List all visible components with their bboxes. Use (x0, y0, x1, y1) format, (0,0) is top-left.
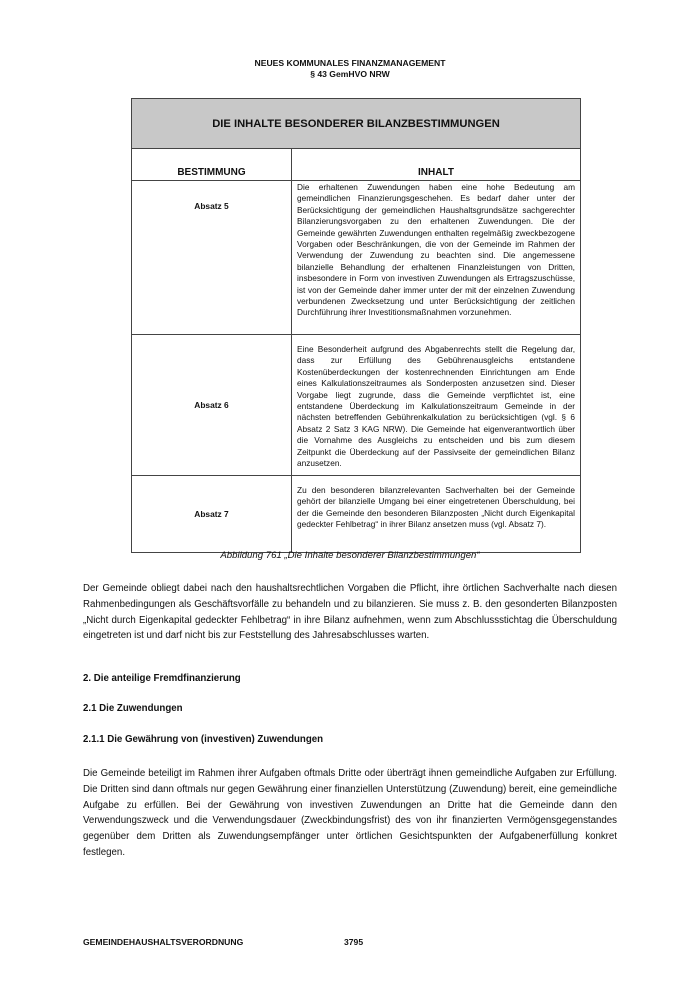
column-header-bestimmung: BESTIMMUNG (132, 149, 292, 180)
header-line-2: § 43 GemHVO NRW (310, 69, 390, 79)
row-label: Absatz 5 (132, 181, 292, 334)
column-header-inhalt: INHALT (418, 167, 454, 178)
row-content: Eine Besonderheit aufgrund des Abgabenrechts stellt die Regelung dar, dass zur Erfüllung des Gebührenausgleichs entstandene Kostenüberdeckungen der kostenrechnenden Einrichtungen am Ende eines Kalkulationszeitraumes als Sonderposten anzusetzen sind. Dieser Vorgabe liegt zugrunde, dass die Gemeinde verpflichtet ist, eine entstandene Überdeckung im Kalkulationszeitraum Gemeinde in der nächsten betreffenden Gebührenkalkulation zu berücksichtigen (vgl. § 6 Absatz 2 Satz 3 KAG NRW). Die Gemeinde hat eigenverantwortlich über die Vornahme des Ausgleichs zu entscheiden und bis zum diesem Zeitpunkt die Überdeckung auf der Passivseite der gemeindlichen Bilanz anzusetzen. (297, 344, 575, 469)
table-row (132, 476, 580, 552)
row-content: Zu den besonderen bilanzrelevanten Sachverhalten bei der Gemeinde gehört der bilanzielle Umgang bei einer eingetretenen Überschuldung, bei der die Gemeinde den besonderen Bilanzposten „Nicht durch Eigenkapital gedeckter Fehlbetrag“ in ihrer Bilanz ansetzen muss (vgl. Absatz 7). (297, 485, 575, 530)
figure-caption: Abbildung 761 „Die Inhalte besonderer Bilanzbestimmungen“ (220, 550, 480, 561)
table-row (132, 181, 580, 335)
table-title: DIE INHALTE BESONDERER BILANZBESTIMMUNGEN (132, 99, 580, 149)
body-paragraph: Der Gemeinde obliegt dabei nach den haushaltsrechtlichen Vorgaben die Pflicht, ihre örtlichen Sachverhalte nach diesen Rahmenbedingungen als Geschäftsvorfälle zu behandeln und zu bilanzieren. Sie muss z. B. den gesonderten Bilanzposten „Nicht durch Eigenkapital gedeckter Fehlbetrag“ in ihre Bilanz aufnehmen, wenn zum Abschlussstichtag die Überschuldung eingetreten ist und darf nicht bis zur Feststellung des Jahresabschlusses warten. (83, 583, 617, 642)
subsubsection-heading: 2.1.1 Die Gewährung von (investiven) Zuwendungen (83, 734, 324, 745)
footer-title: GEMEINDEHAUSHALTSVERORDNUNG (83, 937, 244, 947)
page-header (0, 58, 700, 80)
subsection-heading: 2.1 Die Zuwendungen (83, 703, 183, 714)
bilanzbestimmungen-table (131, 98, 581, 553)
table-row (132, 335, 580, 476)
body-paragraph: Die Gemeinde beteiligt im Rahmen ihrer Aufgaben oftmals Dritte oder überträgt ihnen gemeindliche Aufgaben zur Erfüllung. Die Dritten sind dann oftmals nur gegen Gewährung einer finanziellen Unterstützung (Zuwendung) bereit, eine gemeindliche Aufgabe zu erfüllen. Bei der Gewährung von investiven Zuwendungen an Dritte hat die Gemeinde dann den Verwendungszweck und die Verwendungsdauer (Zweckbindungsfrist) des von ihr finanzierten Vermögensgegenstandes gegenüber dem Dritten als Zuwendungsempfänger unter örtlichen Gesichtspunkten der Aufgabenerfüllung konkret festlegen. (83, 768, 617, 858)
row-label: Absatz 7 (132, 476, 292, 552)
row-content: Die erhaltenen Zuwendungen haben eine hohe Bedeutung am gemeindlichen Finanzierungsgeschehen. Es bedarf daher unter der Berücksichtigung der gemeindlichen Haushaltsgrundsätze sachgerechter Bilanzierungsvorgaben zu den erhaltenen Zuwendungen. Die der Gemeinde gewährten Zuwendungen enthalten regelmäßig zweckbezogene Vorgaben oder Beschränkungen, die von der Gemeinde im Rahmen der Verwendung der Zuwendung zu beachten sind. Die angemessene bilanzielle Behandlung der erhaltenen Finanzleistungen von Dritten, insbesondere in Form von investiven Zuwendungen als Ertragszuschüsse, ist von der Gemeinde daher immer unter der mit der einzelnen Zuwendung verbundenen Zwecksetzung und unter Berücksichtigung der zeitlichen Durchführung ihrer Investitionsmaßnahmen vorzunehmen. (297, 182, 575, 318)
table-column-headers (132, 149, 580, 181)
header-line-1: NEUES KOMMUNALES FINANZMANAGEMENT (254, 58, 446, 68)
page-number: 3795 (344, 937, 364, 947)
section-heading: 2. Die anteilige Fremdfinanzierung (83, 673, 241, 684)
row-label: Absatz 6 (132, 335, 292, 475)
